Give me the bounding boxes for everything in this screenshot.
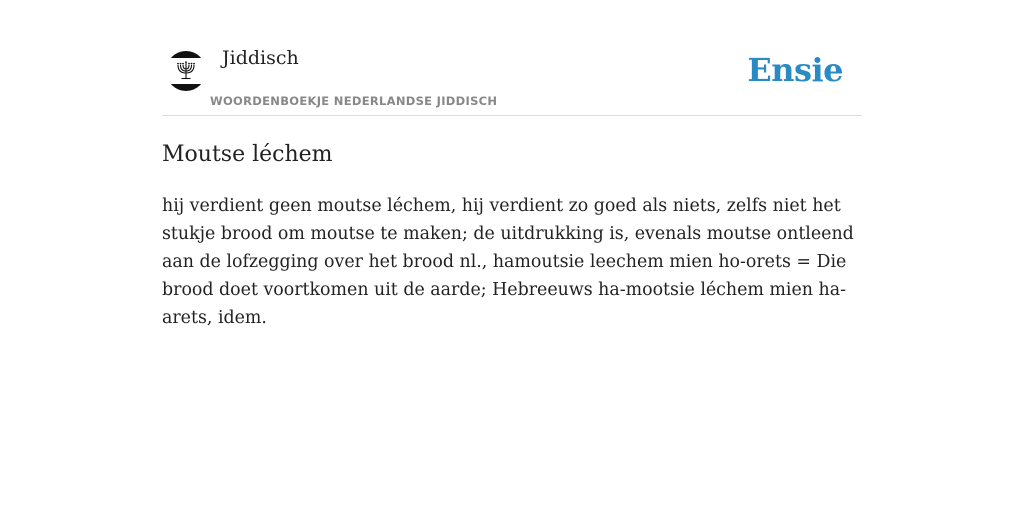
dictionary-header bbox=[162, 0, 862, 116]
page-container bbox=[162, 0, 862, 328]
entry-definition: hij verdient geen moutse léchem, hij verdient zo goed als niets, zelfs niet het stukje brood om moutse te maken; de uitdrukking is, evenals moutse ontleend aan de lofzegging over het brood nl., hamoutsie leechem mien ho-orets = Die brood doet voortkomen uit de aarde; Hebreeuws ha-mootsie léchem mien ha-arets, idem. bbox=[162, 196, 854, 328]
entry-title: Moutse léchem bbox=[162, 142, 333, 167]
dictionary-subtitle: WOORDENBOEKJE NEDERLANDSE JIDDISCH bbox=[210, 94, 498, 108]
ensie-logo-link[interactable]: Ensie bbox=[747, 51, 843, 89]
dictionary-name-link[interactable]: Jiddisch bbox=[222, 47, 299, 69]
menorah-icon[interactable] bbox=[165, 51, 207, 91]
